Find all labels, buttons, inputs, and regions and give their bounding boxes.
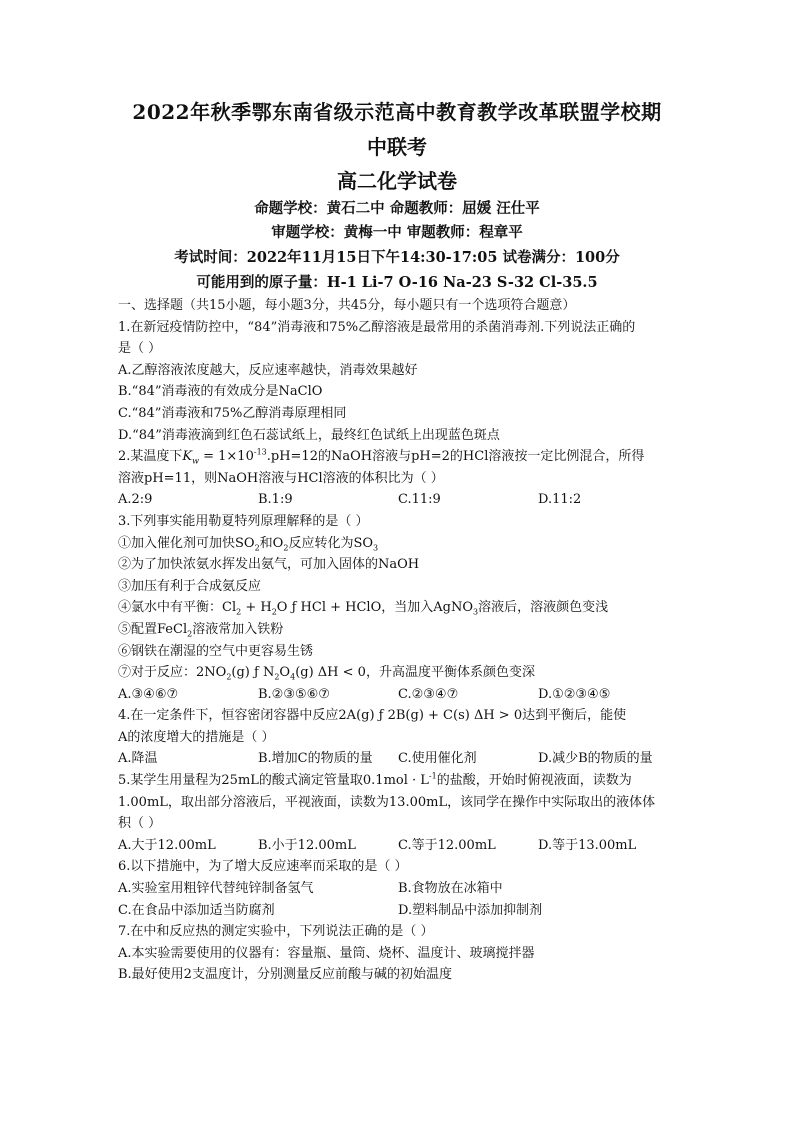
q4-options: [118, 748, 678, 770]
q1-stem-2: 是（ ）: [118, 341, 162, 357]
q1-stem-1: 1.在新冠疫情防控中，“84”消毒液和75%乙醇溶液是最常用的杀菌消毒剂.下列说法正确的: [118, 319, 636, 335]
q3-option-c: C.②③④⑦: [398, 686, 459, 702]
q5-stem-3: 积（ ）: [118, 816, 162, 832]
q3-item-1: ①加入催化剂可加快$SO_2$和$O_2$反应转化为$SO_3$: [118, 535, 379, 553]
q6-option-a: A.实验室用粗锌代替纯锌制备氢气: [118, 881, 314, 897]
q6-option-b: B.食物放在冰箱中: [398, 881, 503, 897]
q3-item-6: ⑥钢铁在潮湿的空气中更容易生锈: [118, 643, 314, 659]
exam-title-line1: 2022年秋季鄂东南省级示范高中教育教学改革联盟学校期: [132, 100, 662, 124]
q3-item-4: ④氯水中有平衡：$Cl_2 + H_2O$ ƒ HCl + HClO，当加入AgNO$_3$溶液后，溶液颜色变浅: [118, 600, 609, 617]
q4-stem-2: A的浓度增大的措施是（ ）: [118, 729, 275, 745]
q3-options: [118, 684, 678, 706]
section-heading: 一、选择题（共15小题，每小题3分，共45分，每小题只有一个选项符合题意）: [118, 298, 576, 313]
q3-item-2: ②为了加快浓氨水挥发出氨气，可加入固体的NaOH: [118, 557, 420, 573]
exam-title-line2: 中联考: [367, 135, 427, 159]
q2-stem-2: 溶液pH=11，则NaOH溶液与HCl溶液的体积比为（ ）: [118, 470, 444, 486]
q2-options: [118, 489, 678, 511]
q3-option-d: D.①②③④⑤: [538, 686, 611, 702]
q5-stem-2: 1.00mL，取出部分溶液后，平视液面，读数为13.00mL，该同学在操作中实际取出的液体体: [118, 794, 656, 810]
q1-option-c: C.“84”消毒液和75%乙醇消毒原理相同: [118, 405, 347, 421]
q2-option-b: B.1:9: [258, 492, 293, 508]
q2-option-c: C.11:9: [398, 492, 441, 508]
q3-stem: 3.下列事实能用勒夏特列原理解释的是（ ）: [118, 513, 369, 529]
q7-option-a: A.本实验需要使用的仪器有：容量瓶、量筒、烧杯、温度计、玻璃搅拌器: [118, 945, 535, 961]
reviewer-info: 审题学校：黄梅一中 审题教师：程章平: [271, 224, 523, 241]
q6-option-d: D.塑料制品中添加抑制剂: [398, 902, 543, 918]
q7-option-b: B.最好使用2支温度计，分别测量反应前酸与碱的初始温度: [118, 967, 452, 983]
q6-option-c: C.在食品中添加适当防腐剂: [118, 902, 275, 918]
q5-stem-1: 5.某学生用量程为25mL的酸式滴定管量取$0.1mol \cdot L^{-1}$的盐酸，开始时俯视液面，读数为: [118, 771, 632, 789]
q5-option-c: C.等于12.00mL: [398, 837, 496, 853]
q4-option-c: C.使用催化剂: [398, 751, 477, 767]
q6-stem: 6.以下措施中，为了增大反应速率而采取的是（ ）: [118, 859, 408, 875]
q4-option-d: D.减少B的物质的量: [538, 751, 653, 767]
q1-option-b: B.“84”消毒液的有效成分是NaClO: [118, 384, 323, 400]
q6-options-cd: [118, 900, 678, 922]
q3-option-a: A.③④⑥⑦: [118, 686, 179, 702]
q2-option-d: D.11:2: [538, 492, 582, 508]
questions: [118, 295, 678, 986]
q5-option-d: D.等于13.00mL: [538, 837, 637, 853]
setter-info: 命题学校：黄石二中 命题教师：屈媛 汪仕平: [254, 200, 540, 217]
q3-item-7: ⑦对于反应：$2NO_2(g)$ ƒ $N_2O_4(g) \Delta H < 0$，升高温度平衡体系颜色变深: [118, 665, 535, 682]
exam-subtitle: 高二化学试卷: [337, 169, 457, 193]
exam-time-info: 考试时间：2022年11月15日下午14:30-17:05 试卷满分：100分: [174, 249, 620, 266]
q1-option-d: D.“84”消毒液滴到红色石蕊试纸上，最终红色试纸上出现蓝色斑点: [118, 427, 500, 443]
atomic-masses: 可能用到的原子量：H-1 Li-7 O-16 Na-23 S-32 Cl-35.5: [196, 274, 598, 291]
q6-options-ab: [118, 878, 678, 900]
q1-option-a: A.乙醇溶液浓度越大，反应速率越快，消毒效果越好: [118, 362, 418, 378]
q7-stem: 7.在中和反应热的测定实验中，下列说法正确的是（ ）: [118, 924, 434, 940]
q2-stem-1: 2.某温度下$K_w = 1\times 10^{-13}.pH=12$的NaOH溶液与pH=2的HCl溶液按一定比例混合，所得: [118, 447, 645, 466]
q5-option-a: A.大于12.00mL: [118, 837, 216, 853]
q5-option-b: B.小于12.00mL: [258, 837, 356, 853]
q3-item-3: ③加压有利于合成氨反应: [118, 578, 262, 594]
q4-option-a: A.降温: [118, 751, 158, 767]
q4-option-b: B.增加C的物质的量: [258, 751, 373, 767]
q3-option-b: B.②③⑤⑥⑦: [258, 686, 330, 702]
q2-option-a: A.2:9: [118, 492, 153, 508]
q4-stem-1: 4.在一定条件下，恒容密闭容器中反应2A(g) ƒ 2B(g) + C(s) ΔH > 0达到平衡后，能使: [118, 708, 627, 724]
q3-item-5: ⑤配置FeCl$_2$溶液常加入铁粉: [118, 621, 284, 639]
q5-options: [118, 835, 678, 857]
